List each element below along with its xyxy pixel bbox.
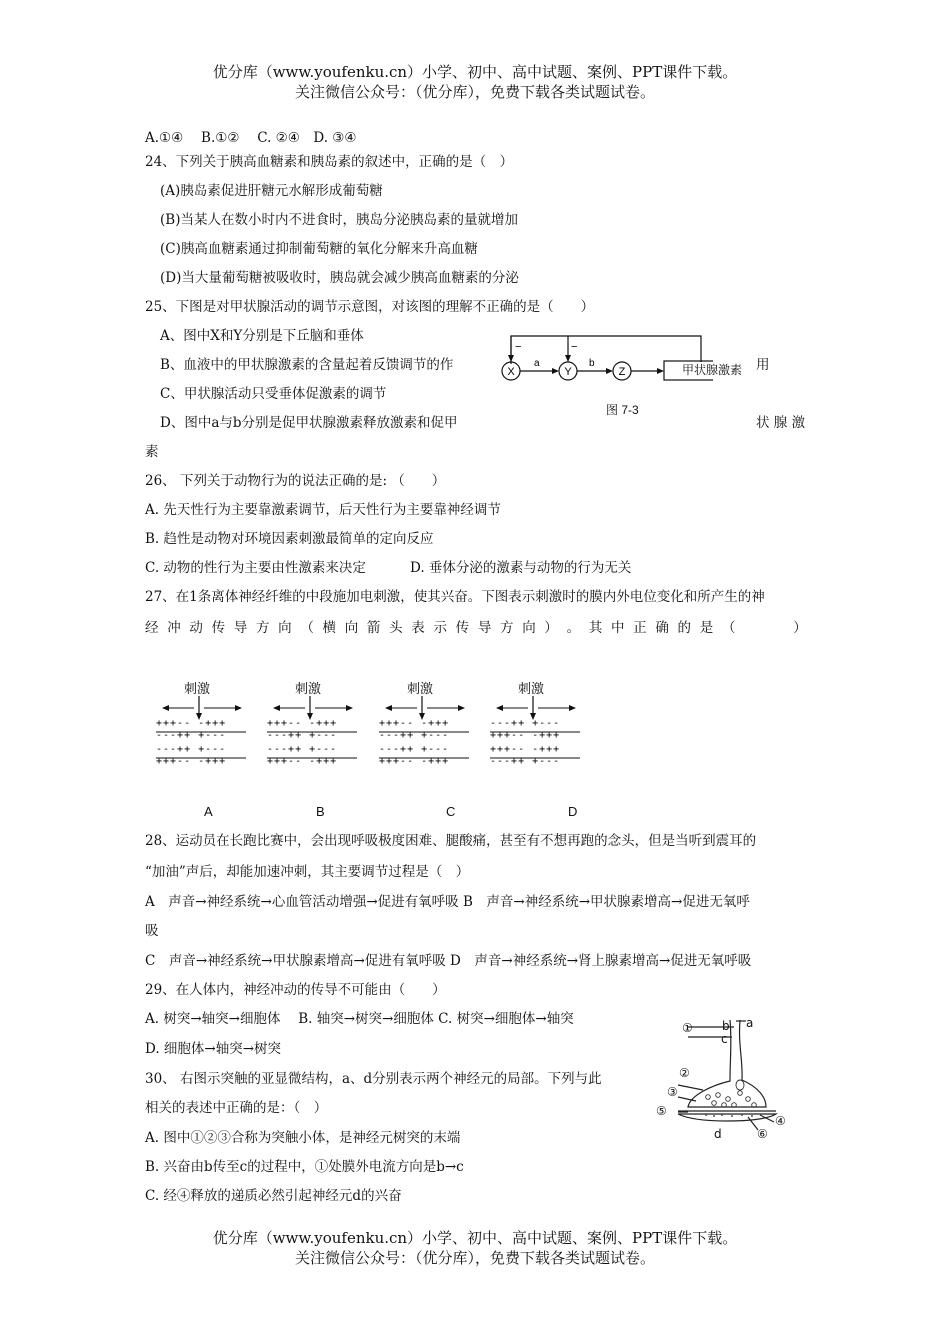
header-line-1: 优分库（www.youfenku.cn）小学、初中、高中试题、案例、PPT课件下载。 — [212, 63, 738, 81]
charge-row: +++-- -+++ — [267, 718, 338, 729]
synapse-letter-d: d — [714, 1127, 722, 1141]
charge-row: ---++ +--- — [490, 756, 561, 767]
minus-sign-2: − — [571, 341, 578, 353]
footer-line-1: 优分库（www.youfenku.cn）小学、初中、高中试题、案例、PPT课件下载。 — [212, 1229, 738, 1247]
q26-option-a: A. 先天性行为主要靠激素调节，后天性行为主要靠神经调节 — [145, 502, 501, 518]
charge-row: +++-- -+++ — [156, 718, 227, 729]
panel-label-a: A — [204, 804, 213, 819]
q27-stem-line2 — [145, 618, 807, 638]
header-line-2: 关注微信公众号：（优分库），免费下载各类试题试卷。 — [294, 83, 655, 101]
q27-stem-char — [744, 618, 785, 638]
synapse-letter-a: a — [746, 1016, 754, 1030]
q27-stem-char: 经 — [145, 620, 159, 636]
nerve-fiber-panel — [377, 694, 477, 774]
q29-option-d: D. 细胞体→轴突→树突 — [145, 1041, 282, 1057]
synapse-label-4: ④ — [775, 1114, 786, 1128]
charge-row: +++-- -+++ — [379, 718, 450, 729]
q28-options-cd: C 声音→神经系统→甲状腺素增高→促进有氧呼吸 D 声音→神经系统→肾上腺素增高→促进无氧呼吸 — [145, 953, 752, 969]
q25-option-d-cont: 素 — [145, 444, 159, 460]
q26-option-b: B. 趋性是动物对环境因素刺激最简单的定向反应 — [145, 531, 434, 547]
stimulus-label: 刺激 — [407, 682, 434, 697]
q27-stem-char: 表 — [411, 620, 425, 636]
synapse-label-6: ⑥ — [757, 1127, 768, 1141]
synapse-label-3: ③ — [667, 1085, 678, 1099]
charge-row: +++-- -+++ — [267, 756, 338, 767]
q27-stem-char: 确 — [655, 620, 669, 636]
q28-options-ab-cont: 吸 — [145, 923, 159, 939]
q27-stem-char: 正 — [633, 620, 647, 636]
charge-row: ---++ +--- — [379, 730, 450, 741]
charge-row: ---++ +--- — [156, 744, 227, 755]
panel-label-b: B — [316, 804, 325, 819]
q27-stem-char: ） — [544, 620, 558, 636]
q27-stem-char: 示 — [433, 620, 447, 636]
q27-stem-char: 传 — [211, 620, 226, 636]
q25-option-b: B、血液中的甲状腺激素的含量起着反馈调节的作 — [160, 357, 454, 373]
nerve-fiber-panel — [154, 694, 254, 774]
q25-option-c: C、甲状腺活动只受垂体促激素的调节 — [160, 386, 387, 402]
charge-row: ---++ +--- — [267, 730, 338, 741]
q27-stem-char: 中 — [610, 620, 625, 636]
q28-stem-line2: “加油”声后，却能加速冲刺，其主要调节过程是（ ） — [145, 864, 470, 880]
q27-stem-char: 冲 — [167, 620, 181, 636]
q29-options-abc: A. 树突→轴突→细胞体 B. 轴突→树突→细胞体 C. 树突→细胞体→轴突 — [145, 1011, 574, 1027]
q27-stem-char: 导 — [477, 620, 492, 636]
q27-stem-char: 导 — [233, 620, 248, 636]
q27-stem-char: 向 — [344, 620, 359, 636]
q27-stem-char: 是 — [699, 620, 714, 636]
q24-option-d: (D)当大量葡萄糖被吸收时，胰岛就会减少胰高血糖素的分泌 — [160, 270, 519, 286]
node-z-label: Z — [618, 366, 626, 378]
q29-stem: 29、在人体内，神经冲动的传导不可能由（ ） — [145, 982, 446, 998]
q26-stem: 26、 下列关于动物行为的说法正确的是: （ ） — [145, 473, 446, 489]
node-x-label: X — [507, 366, 515, 378]
q25-option-d: D、图中a与b分别是促甲状腺激素释放激素和促甲 — [160, 415, 458, 431]
q25-option-a: A、图中X和Y分别是下丘脑和垂体 — [160, 328, 364, 344]
q27-stem-char: ） — [793, 620, 807, 636]
thyroid-hormone-box-label: 甲状腺激素 — [681, 363, 742, 377]
q24-option-b: (B)当某人在数小时内不进食时，胰岛分泌胰岛素的量就增加 — [160, 212, 518, 228]
q27-stem-char: 。 — [566, 620, 581, 636]
synapse-label-1: ① — [682, 1021, 693, 1035]
charge-row: +++-- -+++ — [490, 730, 561, 741]
charge-row: ---++ +--- — [156, 730, 227, 741]
q27-stem-char: 横 — [322, 620, 336, 636]
q28-options-ab: A 声音→神经系统→心血管活动增强→促进有氧呼吸 B 声音→神经系统→甲状腺素增高→促进无氧呼 — [145, 894, 750, 910]
q30-option-b: B. 兴奋由b传至c的过程中，①处膜外电流方向是b→c — [145, 1159, 464, 1175]
q27-stem-char: （ — [300, 620, 314, 636]
synapse-label-2: ② — [679, 1066, 690, 1080]
minus-sign-1: − — [515, 341, 522, 353]
q27-stem-char: 其 — [588, 620, 603, 636]
q28-stem-line1: 28、运动员在长跑比赛中，会出现呼吸极度困难、腿酸痛，甚至有不想再跑的念头，但是当听到震耳的 — [145, 833, 757, 849]
charge-row: ---++ +--- — [490, 718, 561, 729]
q30-stem-line1: 30、 右图示突触的亚显微结构，a、d分别表示两个神经元的局部。下列与此 — [145, 1071, 602, 1087]
q27-stem-char: 向 — [522, 620, 536, 636]
q27-stem-char: （ — [721, 620, 736, 636]
stimulus-label: 刺激 — [184, 682, 211, 697]
q25-stem: 25、下图是对甲状腺活动的调节示意图，对该图的理解不正确的是（ ） — [145, 299, 595, 315]
footer-line-2: 关注微信公众号：（优分库），免费下载各类试题试卷。 — [294, 1249, 655, 1267]
q30-stem-line2: 相关的表述中正确的是：（ ） — [145, 1100, 328, 1116]
synapse-letter-c: c — [721, 1032, 728, 1046]
charge-row: +++-- -+++ — [379, 756, 450, 767]
q27-stem-char: 动 — [189, 620, 203, 636]
charge-row: +++-- -+++ — [490, 744, 561, 755]
q26-option-c: C. 动物的性行为主要由性激素来决定 — [145, 560, 366, 576]
q27-stem-char: 方 — [500, 620, 514, 636]
panel-label-c: C — [446, 804, 456, 819]
nerve-fiber-panel — [265, 694, 365, 774]
node-y-label: Y — [564, 366, 572, 378]
q26-option-d: D. 垂体分泌的激素与动物的行为无关 — [410, 560, 632, 576]
q25-option-b-tail: 用 — [756, 357, 770, 373]
q24-option-a: (A)胰岛素促进肝糖元水解形成葡萄糖 — [160, 183, 383, 199]
stimulus-label: 刺激 — [295, 682, 322, 697]
charge-row: ---++ +--- — [267, 744, 338, 755]
nerve-fiber-panel — [488, 694, 588, 774]
synapse-label-5: ⑤ — [656, 1104, 667, 1118]
q27-stem-char: 头 — [389, 620, 403, 636]
q30-option-a: A. 图中①②③合称为突触小体，是神经元树突的末端 — [145, 1130, 461, 1146]
q27-stem-char: 的 — [677, 620, 691, 636]
q27-stem-line1: 27、在1条离体神经纤维的中段施加电刺激，使其兴奋。下图表示刺激时的膜内外电位变化和所产生的神 — [145, 589, 765, 605]
stimulus-label: 刺激 — [518, 682, 545, 697]
q24-stem: 24、下列关于胰高血糖素和胰岛素的叙述中，正确的是（ ） — [145, 154, 514, 170]
synapse-letter-b: b — [722, 1019, 730, 1033]
charge-row: ---++ +--- — [379, 744, 450, 755]
arrow-a-label: a — [534, 358, 540, 369]
q27-stem-char: 方 — [255, 620, 270, 636]
charge-row: +++-- -+++ — [156, 756, 227, 767]
q27-stem-char: 箭 — [366, 620, 381, 636]
q24-option-c: (C)胰高血糖素通过抑制葡萄糖的氧化分解来升高血糖 — [160, 241, 478, 257]
q27-stem-char: 传 — [455, 620, 470, 636]
q30-option-c: C. 经④释放的递质必然引起神经元d的兴奋 — [145, 1188, 402, 1204]
q25-option-d-tail: 状 腺 激 — [756, 415, 806, 431]
panel-label-d: D — [568, 804, 578, 819]
figure-caption: 图 7-3 — [606, 403, 639, 417]
q23-options: A.①④ B.①② C. ②④ D. ③④ — [145, 130, 357, 146]
arrow-b-label: b — [589, 358, 595, 369]
q27-stem-char: 向 — [278, 620, 292, 636]
